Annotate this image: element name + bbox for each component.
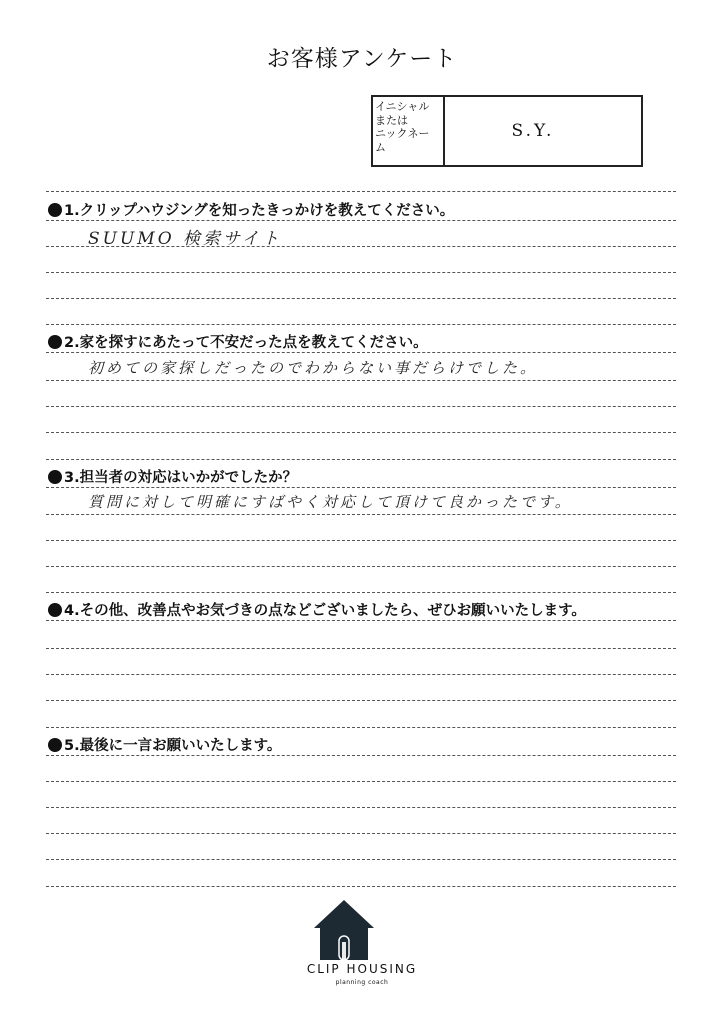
bullet-dot-icon (48, 738, 62, 752)
question-2: 2.家を探すにあたって不安だった点を教えてください。 (48, 331, 428, 352)
answer-line (46, 298, 676, 299)
bullet-dot-icon (48, 603, 62, 617)
page-title: お客様アンケート (266, 46, 458, 72)
divider-line (46, 487, 676, 488)
brand-tagline: planning coach (335, 979, 389, 986)
answer-line (46, 272, 676, 273)
answer-line (46, 781, 676, 782)
divider-line (46, 755, 676, 756)
answer-line (46, 807, 676, 808)
brand-name: CLIP HOUSING (306, 962, 418, 976)
answer-line (46, 700, 676, 701)
answer-1: SUUMO 検索サイト (88, 229, 282, 249)
divider-line (46, 727, 676, 728)
answer-line (46, 859, 676, 860)
house-logo-icon (312, 898, 376, 962)
question-4: 4.その他、改善点やお気づきの点などございましたら、ぜひお願いいたします。 (48, 599, 586, 620)
answer-line (46, 380, 676, 381)
bullet-dot-icon (48, 335, 62, 349)
question-3: 3.担当者の対応はいかがでしたか？ (48, 466, 297, 487)
question-1: 1.クリップハウジングを知ったきっかけを教えてください。 (48, 199, 454, 220)
answer-line (46, 674, 676, 675)
bullet-dot-icon (48, 470, 62, 484)
bullet-dot-icon (48, 203, 62, 217)
divider-line (46, 620, 676, 621)
answer-line (46, 406, 676, 407)
answer-line (46, 540, 676, 541)
answer-3: 質問に対して明確にすばやく対応して頂けて良かったです。 (88, 493, 573, 511)
name-box (371, 95, 643, 167)
answer-line (46, 833, 676, 834)
question-5: 5.最後に一言お願いいたします。 (48, 734, 281, 755)
name-value: S.Y. (511, 121, 555, 141)
divider-line (46, 352, 676, 353)
answer-line (46, 514, 676, 515)
answer-line (46, 886, 676, 887)
answer-line (46, 648, 676, 649)
divider-line (46, 459, 676, 460)
divider-line (46, 324, 676, 325)
answer-2: 初めての家探しだったのでわからない事だらけでした。 (88, 359, 539, 377)
answer-line (46, 432, 676, 433)
name-label: イニシャル または ニックネー ム (373, 97, 445, 165)
answer-line (46, 566, 676, 567)
divider-line (46, 220, 676, 221)
divider-line (46, 592, 676, 593)
divider-line (46, 191, 676, 192)
